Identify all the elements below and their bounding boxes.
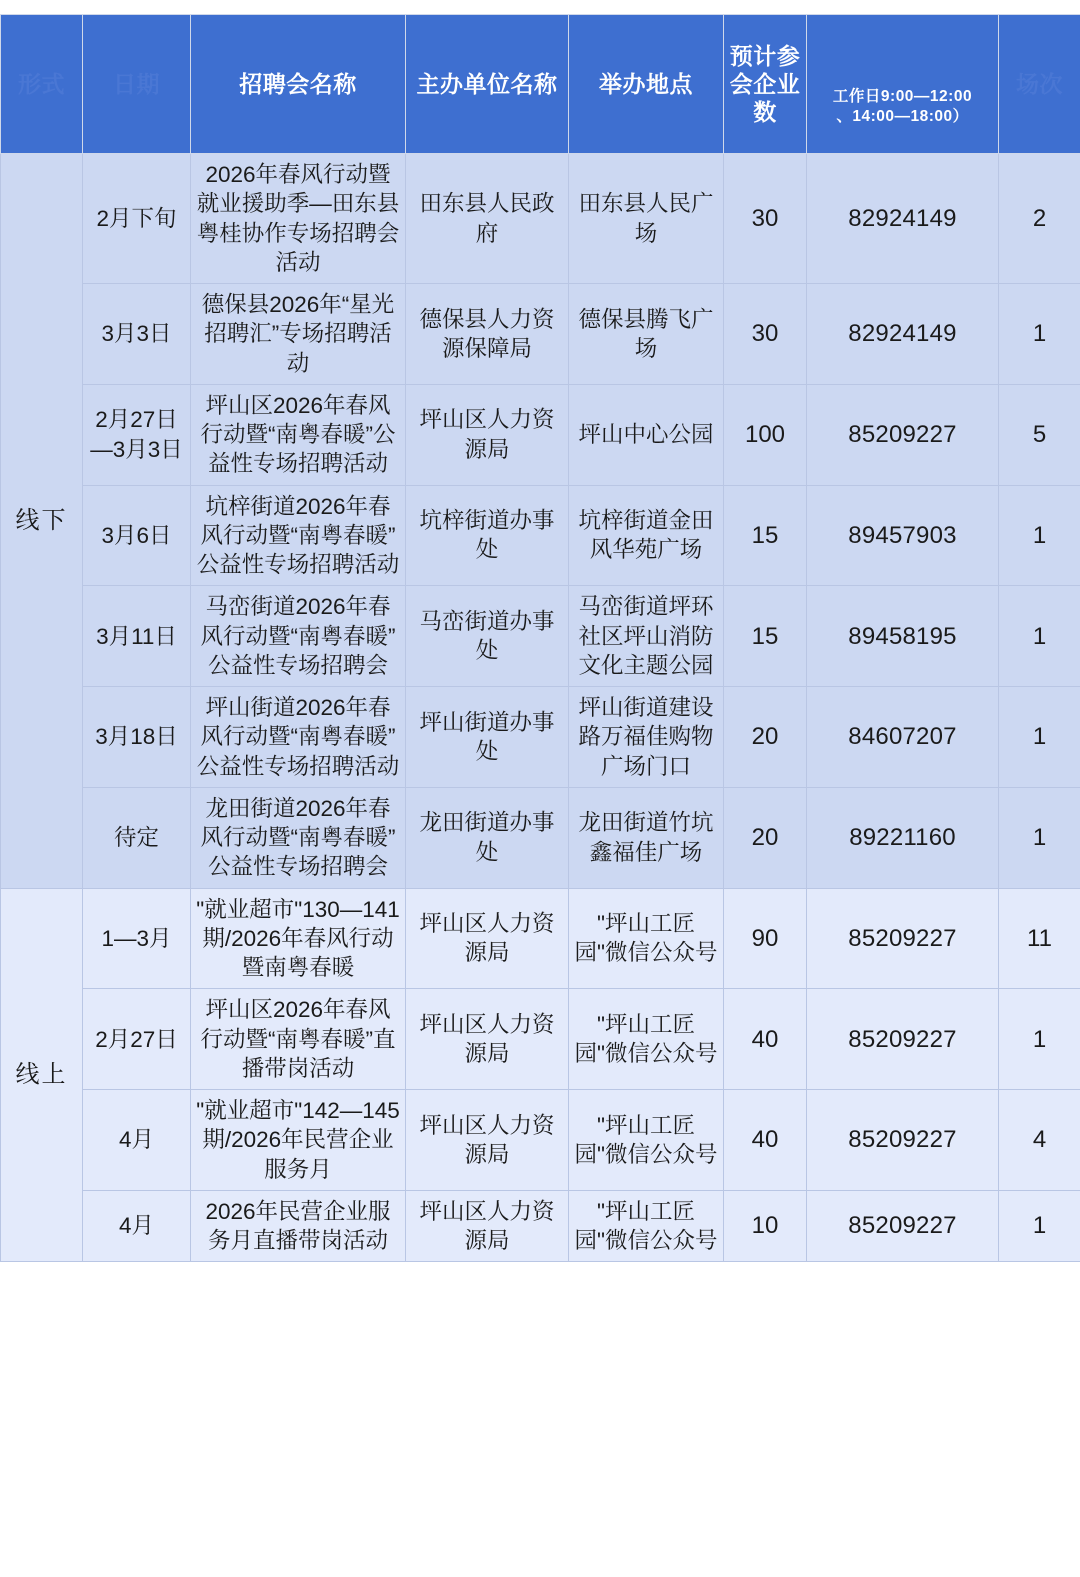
cell-expected-enterprises: 30 [724, 284, 807, 385]
cell-expected-enterprises: 40 [724, 1090, 807, 1191]
table-row [1, 1190, 1080, 1262]
table-header-row [1, 15, 1080, 154]
cell-expected-enterprises: 20 [724, 687, 807, 788]
table-row [1, 1090, 1080, 1191]
cell-activity-name: 2026年民营企业服务月直播带岗活动 [191, 1190, 406, 1262]
table-body [1, 154, 1080, 1262]
cell-expected-enterprises: 40 [724, 989, 807, 1090]
table-header [1, 15, 1080, 154]
cell-expected-enterprises: 20 [724, 787, 807, 888]
cell-venue: 德保县腾飞广场 [569, 284, 724, 385]
cell-date: 待定 [83, 787, 191, 888]
cell-activity-name: 坪山区2026年春风行动暨“南粤春暖”公益性专场招聘活动 [191, 384, 406, 485]
cell-phone: 89457903 [807, 485, 999, 586]
cell-phone: 89458195 [807, 586, 999, 687]
table-row [1, 787, 1080, 888]
cell-sessions: 4 [999, 1090, 1080, 1191]
cell-venue: 龙田街道竹坑鑫福佳广场 [569, 787, 724, 888]
cell-sessions: 2 [999, 154, 1080, 284]
cell-phone: 85209227 [807, 1190, 999, 1262]
cell-organizer: 德保县人力资源保障局 [406, 284, 569, 385]
column-header-phone [807, 15, 999, 154]
cell-activity-name: 坪山区2026年春风行动暨“南粤春暖”直播带岗活动 [191, 989, 406, 1090]
cell-activity-name: 龙田街道2026年春风行动暨“南粤春暖”公益性专场招聘会 [191, 787, 406, 888]
column-header-expected-enterprises: 预计参会企业数 [724, 15, 807, 154]
cell-date: 3月3日 [83, 284, 191, 385]
cell-sessions: 5 [999, 384, 1080, 485]
column-header-phone-line1: 工作日9:00—12:00 [832, 88, 973, 106]
cell-organizer: 坪山街道办事处 [406, 687, 569, 788]
column-header-activity-name: 招聘会名称 [191, 15, 406, 154]
cell-date: 2月27日—3月3日 [83, 384, 191, 485]
column-header-phone-line2: 、14:00—18:00） [836, 108, 969, 126]
page-bottom-margin [0, 1573, 1080, 1577]
cell-date: 3月18日 [83, 687, 191, 788]
cell-activity-name: "就业超市"130—141期/2026年春风行动暨南粤春暖 [191, 888, 406, 989]
cell-organizer: 坪山区人力资源局 [406, 384, 569, 485]
row-group-mode-offline: 线下 [1, 154, 83, 889]
table-row [1, 384, 1080, 485]
table-row [1, 687, 1080, 788]
cell-sessions: 1 [999, 989, 1080, 1090]
cell-expected-enterprises: 10 [724, 1190, 807, 1262]
cell-venue: 田东县人民广场 [569, 154, 724, 284]
cell-organizer: 马峦街道办事处 [406, 586, 569, 687]
cell-venue: 坪山中心公园 [569, 384, 724, 485]
cell-date: 4月 [83, 1090, 191, 1191]
cell-activity-name: 2026年春风行动暨就业援助季—田东县粤桂协作专场招聘会活动 [191, 154, 406, 284]
cell-activity-name: 坑梓街道2026年春风行动暨“南粤春暖”公益性专场招聘活动 [191, 485, 406, 586]
cell-sessions: 1 [999, 586, 1080, 687]
cell-phone: 82924149 [807, 154, 999, 284]
cell-phone: 85209227 [807, 989, 999, 1090]
cell-expected-enterprises: 90 [724, 888, 807, 989]
cell-date: 2月下旬 [83, 154, 191, 284]
cell-sessions: 1 [999, 1190, 1080, 1262]
cell-expected-enterprises: 15 [724, 485, 807, 586]
column-header-date: 日期 [83, 15, 191, 154]
table-row [1, 586, 1080, 687]
cell-date: 3月6日 [83, 485, 191, 586]
cell-organizer: 龙田街道办事处 [406, 787, 569, 888]
cell-venue: "坪山工匠园"微信公众号 [569, 989, 724, 1090]
cell-venue: 坑梓街道金田风华苑广场 [569, 485, 724, 586]
cell-date: 1—3月 [83, 888, 191, 989]
cell-phone: 89221160 [807, 787, 999, 888]
table-row [1, 888, 1080, 989]
cell-sessions: 1 [999, 284, 1080, 385]
cell-sessions: 1 [999, 787, 1080, 888]
column-header-sessions: 场次 [999, 15, 1080, 154]
cell-date: 4月 [83, 1190, 191, 1262]
cell-date: 3月11日 [83, 586, 191, 687]
cell-activity-name: 德保县2026年“星光招聘汇”专场招聘活动 [191, 284, 406, 385]
cell-venue: "坪山工匠园"微信公众号 [569, 888, 724, 989]
page-top-margin [0, 0, 1080, 14]
cell-phone: 82924149 [807, 284, 999, 385]
table-row [1, 989, 1080, 1090]
cell-sessions: 1 [999, 485, 1080, 586]
cell-organizer: 田东县人民政府 [406, 154, 569, 284]
table-row [1, 284, 1080, 385]
cell-organizer: 坑梓街道办事处 [406, 485, 569, 586]
row-group-mode-online: 线上 [1, 888, 83, 1262]
cell-venue: "坪山工匠园"微信公众号 [569, 1090, 724, 1191]
cell-phone: 85209227 [807, 384, 999, 485]
cell-organizer: 坪山区人力资源局 [406, 1190, 569, 1262]
cell-venue: 坪山街道建设路万福佳购物广场门口 [569, 687, 724, 788]
cell-activity-name: "就业超市"142—145期/2026年民营企业服务月 [191, 1090, 406, 1191]
column-header-organizer: 主办单位名称 [406, 15, 569, 154]
cell-activity-name: 坪山街道2026年春风行动暨“南粤春暖”公益性专场招聘活动 [191, 687, 406, 788]
cell-phone: 85209227 [807, 888, 999, 989]
cell-expected-enterprises: 100 [724, 384, 807, 485]
cell-date: 2月27日 [83, 989, 191, 1090]
cell-sessions: 11 [999, 888, 1080, 989]
cell-organizer: 坪山区人力资源局 [406, 888, 569, 989]
cell-expected-enterprises: 15 [724, 586, 807, 687]
cell-phone: 84607207 [807, 687, 999, 788]
table-row [1, 154, 1080, 284]
recruitment-schedule-table [0, 14, 1080, 1262]
cell-activity-name: 马峦街道2026年春风行动暨“南粤春暖”公益性专场招聘会 [191, 586, 406, 687]
table-row [1, 485, 1080, 586]
cell-sessions: 1 [999, 687, 1080, 788]
header-clip-notch [300, 0, 770, 10]
cell-venue: "坪山工匠园"微信公众号 [569, 1190, 724, 1262]
cell-phone: 85209227 [807, 1090, 999, 1191]
cell-venue: 马峦街道坪环社区坪山消防文化主题公园 [569, 586, 724, 687]
cell-organizer: 坪山区人力资源局 [406, 1090, 569, 1191]
cell-organizer: 坪山区人力资源局 [406, 989, 569, 1090]
cell-expected-enterprises: 30 [724, 154, 807, 284]
column-header-venue: 举办地点 [569, 15, 724, 154]
column-header-mode: 形式 [1, 15, 83, 154]
